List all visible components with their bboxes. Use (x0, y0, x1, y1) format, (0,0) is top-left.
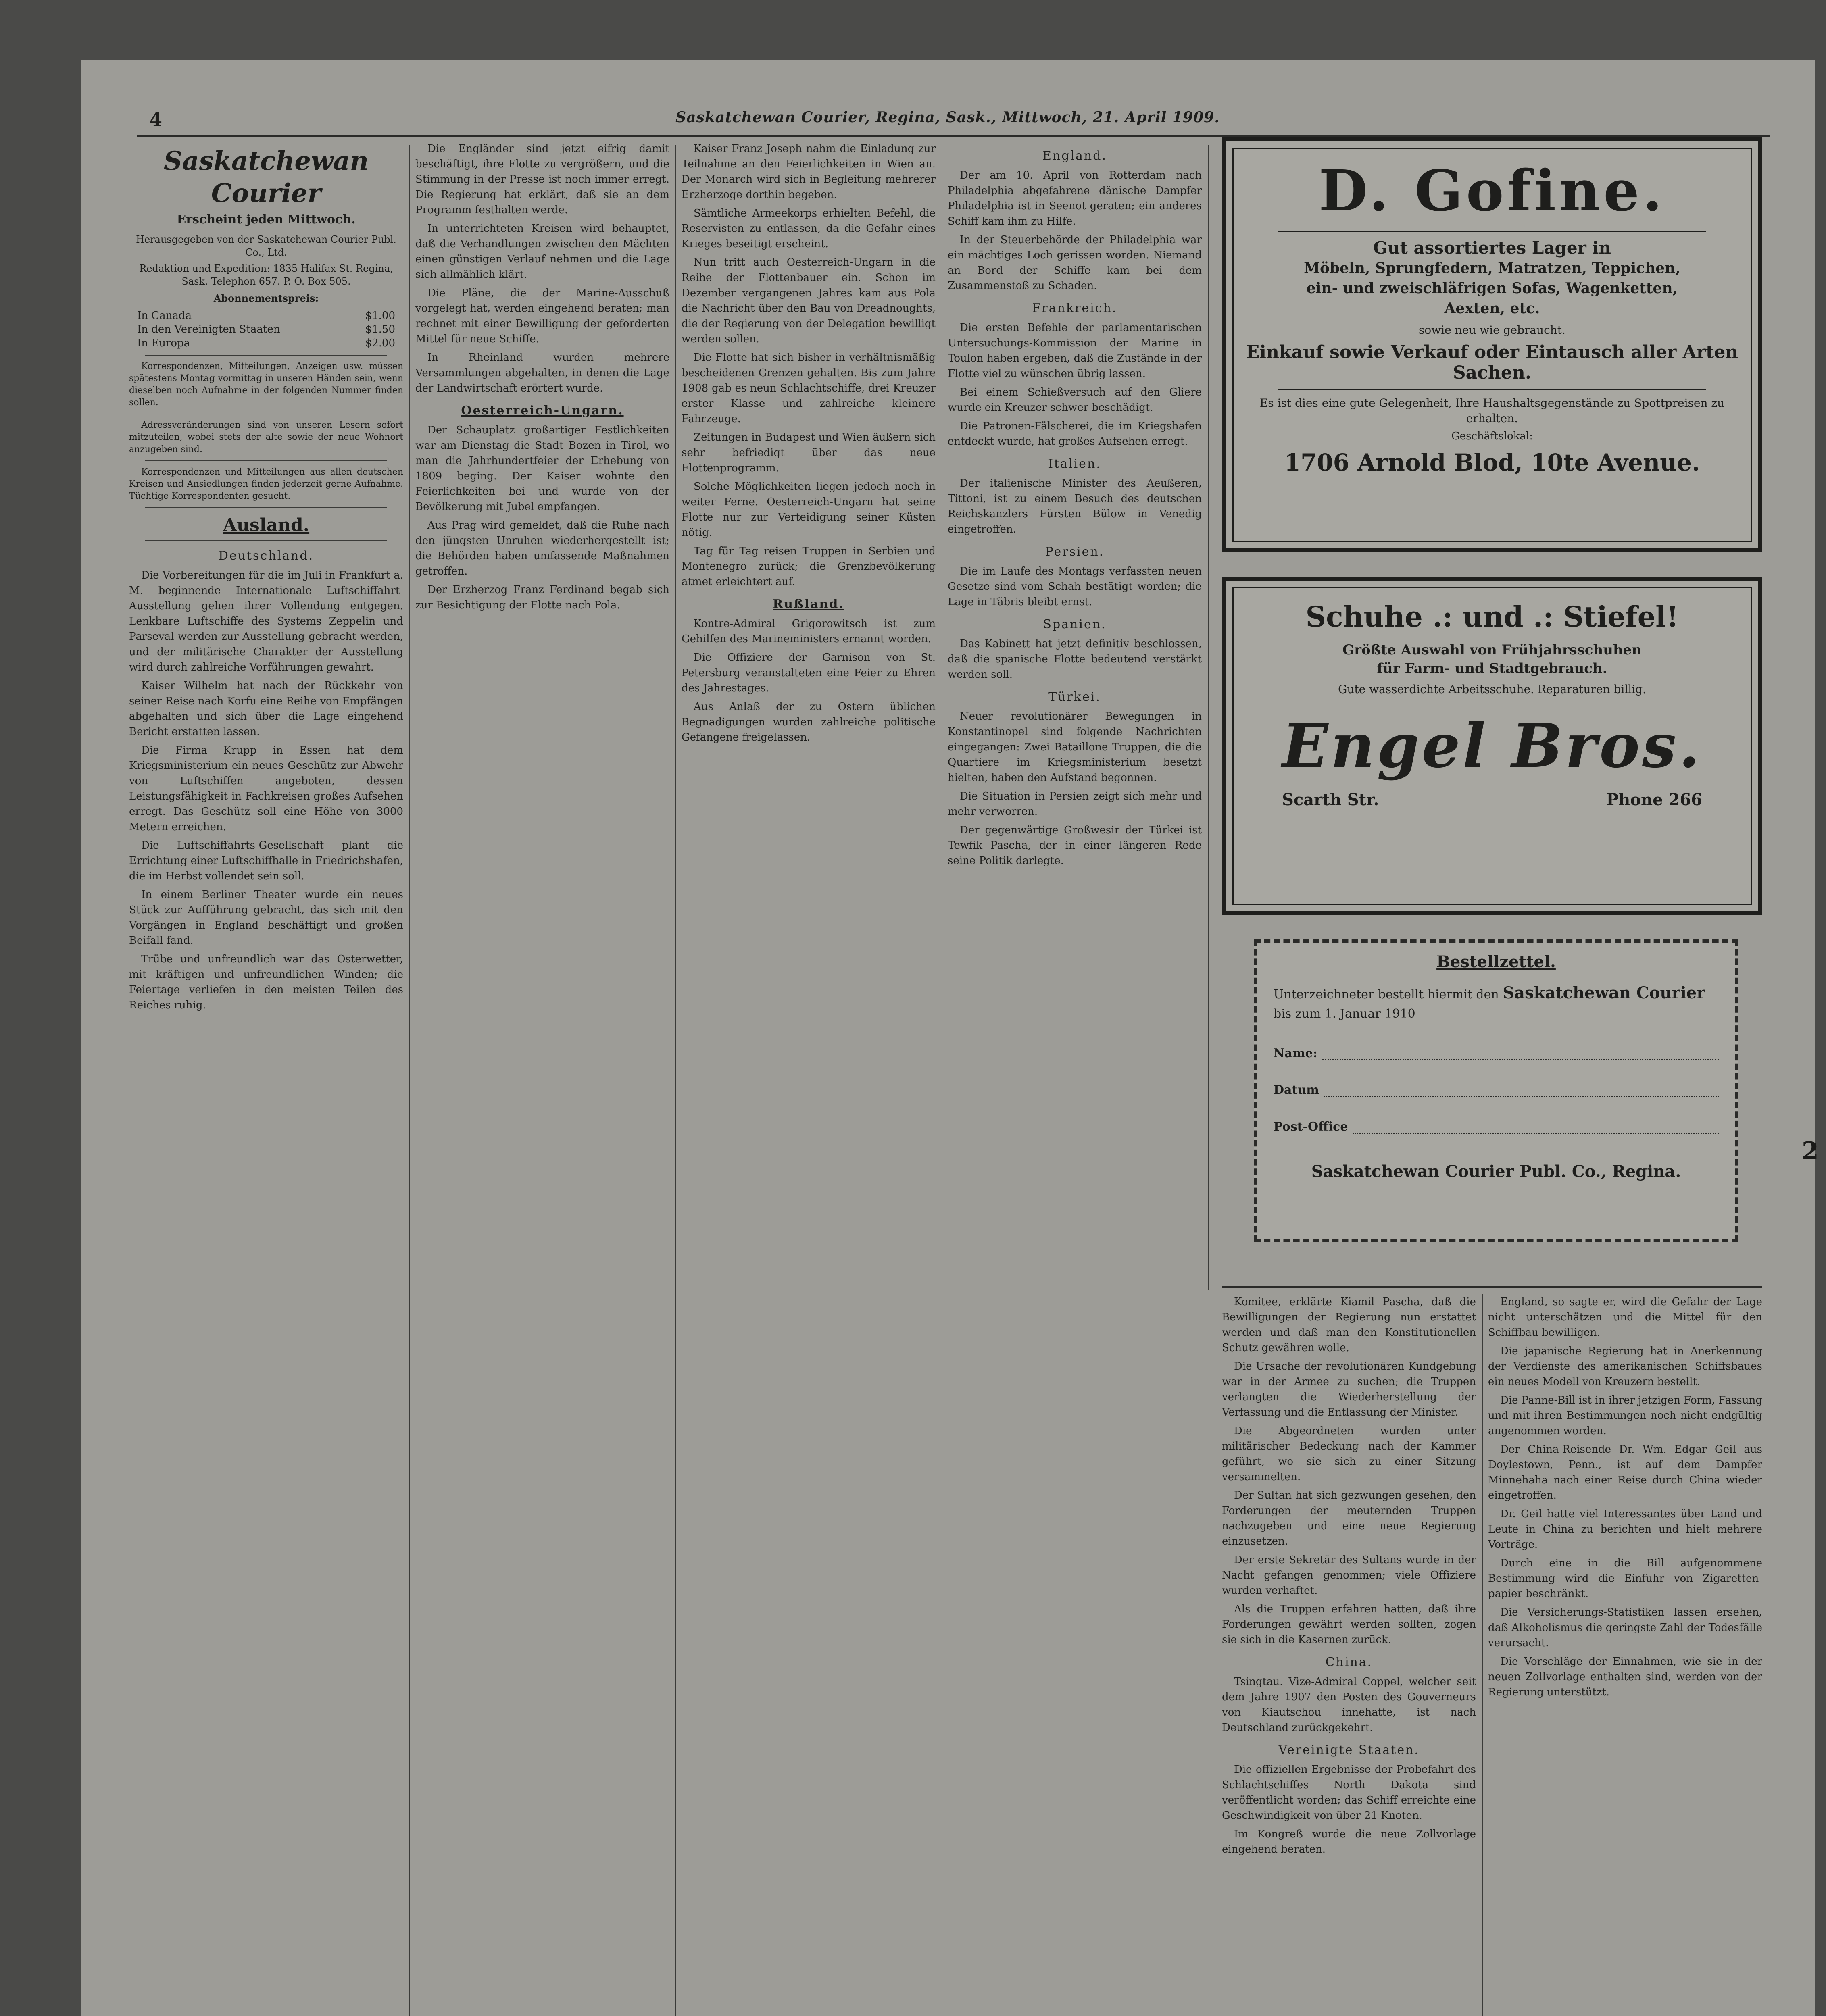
article-paragraph: Die Firma Krupp in Essen hat dem Kriegsministerium ein neues Geschütz zur Abwehr von Luftschiffen angeboten, dessen Leistungsfähigkeit in Fachkreisen großes Aufsehen erregt. Das Geschütz soll eine Höhe von 3000 Metern erreichen. (129, 744, 403, 833)
article-paragraph: In Rheinland wurden mehrere Versammlungen abgehalten, in denen die Lage der Landwirtschaft erörtert wurde. (415, 352, 669, 394)
sub-title: England. (1042, 149, 1107, 163)
article-paragraph: Zeitungen in Budapest und Wien äußern sich sehr befriedigt über das neue Flottenprogramm. (682, 431, 936, 474)
article-paragraph: Trübe und unfreundlich war das Osterwetter, mit kräftigen und unfreundlichen Winden; die Feiertage verliefen in den meisten Teilen des Reiches ruhig. (129, 953, 403, 1011)
article-paragraph: Tag für Tag reisen Truppen in Serbien und Montenegro zurück; die Grenzbevölkerung atmet erleichtert auf. (682, 545, 936, 588)
ad-brand: Engel Bros. (1282, 710, 1702, 781)
sub-title: Italien. (1048, 457, 1101, 471)
article-paragraph: Die Engländer sind jetzt eifrig damit beschäftigt, ihre Flotte zu vergrößern, und die Stimmung in der Presse ist noch immer erregt. Die Regierung hat erklärt, daß sie an dem Programm festhalten werde. (415, 143, 669, 216)
newspaper-page (81, 60, 1815, 2016)
article-paragraph: Im Kongreß wurde die neue Zollvorlage eingehend beraten. (1222, 1828, 1476, 1856)
ad-location-label: Geschäftslokal: (1451, 430, 1533, 442)
ad-line: ein- und zweischläfrigen Sofas, Wagenketten, (1306, 280, 1678, 297)
ad-line: Möbeln, Sprungfedern, Matratzen, Teppichen, (1304, 260, 1680, 277)
order-form-post-office-field[interactable]: Post-Office (1274, 1120, 1719, 1134)
order-form-line: bis zum 1. Januar 1910 (1274, 1007, 1415, 1021)
article-paragraph: Dr. Geil hatte viel Interessantes über Land und Leute in China zu berichten und hielt mehrere Vorträge. (1488, 1508, 1762, 1551)
article-paragraph: Der erste Sekretär des Sultans wurde in der Nacht gefangen genommen; viele Offiziere wurden verhaftet. (1222, 1554, 1476, 1597)
order-form-date-field[interactable]: Datum (1274, 1083, 1719, 1097)
article-paragraph: In unterrichteten Kreisen wird behauptet, daß die Verhandlungen zwischen den Mächten einen günstigen Verlauf nehmen und die Lage sich allmählich klärt. (415, 223, 669, 281)
order-form-signature: Saskatchewan Courier Publ. Co., Regina. (1311, 1162, 1681, 1181)
divider (145, 540, 387, 541)
divider (145, 460, 387, 461)
page-number: 4 (149, 109, 163, 131)
article-paragraph: Die Abgeordneten wurden unter militärischer Bedeckung nach der Kammer geführt, wo sie sich zu einer Sitzung versammelten. (1222, 1425, 1476, 1483)
article-paragraph: Die Panne-Bill ist in ihrer jetzigen Form, Fassung und mit ihren Bestimmungen noch nicht endgültig angenommen worden. (1488, 1394, 1762, 1437)
article-paragraph: Neuer revolutionärer Bewegungen in Konstantinopel sind folgende Nachrichten eingegangen: Zwei Bataillone Truppen, die die Quartiere im Kriegsministerium besetzt hielten, haben den Aufstand begonnen. (948, 710, 1202, 784)
ad-lead: Einkauf sowie Verkauf oder Eintausch aller Arten Sachen. (1246, 342, 1738, 383)
ad-phone: Phone 266 (1606, 790, 1702, 809)
sub-title: Türkei. (1048, 690, 1101, 704)
article-paragraph: Die Situation in Persien zeigt sich mehr und mehr verworren. (948, 790, 1202, 818)
sub-title: Persien. (1045, 545, 1105, 559)
ad-small-text: Es ist dies eine gute Gelegenheit, Ihre Haushaltsgegenstände zu Spottpreisen zu erhalten. (1259, 396, 1725, 425)
divider (1278, 231, 1706, 232)
ad-line: für Farm- und Stadtgebrauch. (1377, 660, 1607, 677)
order-form-text (1274, 983, 1719, 1024)
article-paragraph: Der italienische Minister des Aeußeren, Tittoni, ist zu einem Besuch des deutschen Reichskanzlers Fürsten Bülow in Venedig eingetroffen. (948, 477, 1202, 535)
rate-row: In Europa $2.00 (137, 337, 395, 349)
ad-inner (1232, 148, 1752, 542)
rates-title: Abonnementspreis: (213, 292, 319, 304)
article-paragraph: Der am 10. April von Rotterdam nach Philadelphia abgefahrene dänische Dampfer Philadelphia ist in Seenot geraten; ein anderes Schiff kam ihm zu Hilfe. (948, 169, 1202, 227)
article-paragraph: Der Schauplatz großartiger Festlichkeiten war am Dienstag die Stadt Bozen in Tirol, wo man die Jahrhundertfeier der Erhebung von 1809 beging. Der Kaiser wohnte den Feierlichkeiten bei und wurde von der Bevölkerung mit Jubel empfangen. (415, 424, 669, 513)
sub-title: Oesterreich-Ungarn. (461, 404, 624, 418)
article-paragraph: Kaiser Wilhelm hat nach der Rückkehr von seiner Reise nach Korfu eine Reihe von Empfängen abgehalten und sich über die Lage eingehend Bericht erstatten lassen. (129, 680, 403, 738)
rate-row: In Canada $1.00 (137, 310, 395, 322)
order-form-title: Bestellzettel. (1436, 952, 1556, 971)
ad-line: Aexten, etc. (1444, 300, 1540, 317)
sub-title: Frankreich. (1032, 301, 1117, 315)
article-paragraph: Die Flotte hat sich bisher in verhältnismäßig bescheidenen Grenzen gehalten. Bis zum Jahre 1908 gab es neun Schlachtschiffe, drei Kreuzer erster Klasse und zahlreiche kleinere Fahrzeuge. (682, 352, 936, 425)
ad-street: Scarth Str. (1282, 790, 1379, 809)
divider (1278, 389, 1706, 390)
masthead-subtitle: Erscheint jeden Mittwoch. (177, 212, 356, 227)
ad-line: sowie neu wie gebraucht. (1419, 323, 1565, 337)
column-5-lower (1222, 1294, 1476, 2016)
column-2 (415, 141, 669, 2016)
column-3 (682, 141, 936, 2016)
article-paragraph: Die im Laufe des Montags verfassten neuen Gesetze sind vom Schah bestätigt worden; die Lage in Täbris bleibt ernst. (948, 565, 1202, 608)
article-paragraph: Die Luftschiffahrts-Gesellschaft plant die Errichtung einer Luftschiffhalle in Friedrichshafen, die im Herbst vollendet sein soll. (129, 839, 403, 882)
sub-title: Vereinigte Staaten. (1278, 1743, 1420, 1757)
article-paragraph: Die Patronen-Fälscherei, die im Kriegshafen entdeckt wurde, hat großes Aufsehen erregt. (948, 420, 1202, 448)
article-paragraph: Bei einem Schießversuch auf den Gliere wurde ein Kreuzer schwer beschädigt. (948, 386, 1202, 414)
article-paragraph: Der Erzherzog Franz Ferdinand begab sich zur Besichtigung der Flotte nach Pola. (415, 584, 669, 611)
rates-table (137, 309, 395, 350)
page-header (81, 60, 1815, 141)
column-separator (1482, 1294, 1483, 2016)
article-paragraph: Kontre-Admiral Grigorowitsch ist zum Gehilfen des Marineministers ernannt worden. (682, 618, 936, 645)
article-paragraph: Die Ursache der revolutionären Kundgebung war in der Armee zu suchen; die Truppen verlangten die Wiederherstellung der Verfassung und die Entlassung der Minister. (1222, 1360, 1476, 1418)
article-paragraph: Die Vorbereitungen für die im Juli in Frankfurt a. M. beginnende Internationale Luftschiffahrt-Ausstellung gehen ihrer Vollendung entgegen. Lenkbare Luftschiffe des Systems Zeppelin und Parseval werden zur Ausstellung gebracht werden, und der militärische Charakter der Ausstellung wird durch zahlreiche Vorführungen gewahrt. (129, 569, 403, 673)
notice: Korrespondenzen und Mitteilungen aus allen deutschen Kreisen und Ansiedlungen finden jederzeit gerne Aufnahme. Tüchtige Korrespondenten gesucht. (129, 467, 403, 501)
article-paragraph: Aus Anlaß der zu Ostern üblichen Begnadigungen wurden zahlreiche politische Gefangene freigelassen. (682, 701, 936, 744)
article-paragraph: In der Steuerbehörde der Philadelphia war ein mächtiges Loch gerissen worden. Niemand an Bord der Schiffe kam bei dem Zusammenstoß zu Schaden. (948, 234, 1202, 292)
margin-number: 2 (1802, 1137, 1819, 1165)
order-form-line: Unterzeichneter bestellt hiermit den (1274, 987, 1499, 1002)
ad-address: 1706 Arnold Blod, 10te Avenue. (1284, 449, 1700, 476)
notice: Adressveränderungen sind von unseren Lesern sofort mitzuteilen, wobei stets der alte sowie der neue Wohnort anzugeben sind. (129, 420, 403, 454)
order-form (1254, 939, 1738, 1242)
ad-bottom-rule (1222, 1286, 1762, 1288)
ad-line: Größte Auswahl von Frühjahrsschuhen (1342, 642, 1642, 658)
ad-inner (1232, 587, 1752, 905)
article-paragraph: Die Offiziere der Garnison von St. Petersburg veranstalteten eine Feier zu Ehren des Jahrestages. (682, 652, 936, 694)
ad-store-name: D. Gofine. (1319, 158, 1665, 224)
article-paragraph: Tsingtau. Vize-Admiral Coppel, welcher seit dem Jahre 1907 den Posten des Gouverneurs von Kiautschou innehatte, ist nach Deutschland zurückgekehrt. (1222, 1676, 1476, 1734)
column-separator (409, 145, 410, 2016)
article-paragraph: Der Sultan hat sich gezwungen gesehen, den Forderungen der meuternden Truppen nachzugeben und eine neue Regierung einzusetzen. (1222, 1489, 1476, 1547)
sub-title: Spanien. (1043, 617, 1107, 631)
notice: Korrespondenzen, Mitteilungen, Anzeigen usw. müssen spätestens Montag vormittag in unseren Händen sein, wenn dieselben noch Aufnahme in der folgenden Nummer finden sollen. (129, 361, 403, 408)
article-paragraph: Als die Truppen erfahren hatten, daß ihre Forderungen gewährt werden sollten, zogen sie sich in die Kasernen zurück. (1222, 1603, 1476, 1646)
article-paragraph: Der gegenwärtige Großwesir der Türkei ist Tewfik Pascha, der in einer längeren Rede seine Politik darlegte. (948, 824, 1202, 867)
sub-title: China. (1325, 1655, 1373, 1669)
engel-bros-advertisement (1222, 577, 1762, 915)
article-paragraph: Die ersten Befehle der parlamentarischen Untersuchungs-Kommission der Marine in Toulon haben ergeben, daß die Zustände in der Flotte viel zu wünschen übrig lassen. (948, 322, 1202, 380)
column-separator (1208, 145, 1209, 1290)
article-paragraph: Die Vorschläge der Einnahmen, wie sie in der neuen Zollvorlage enthalten sind, werden von der Regierung unterstützt. (1488, 1656, 1762, 1698)
article-paragraph: Die Pläne, die der Marine-Ausschuß vorgelegt hat, werden eingehend beraten; man rechnet mit einer Bewilligung der geforderten Mittel für neue Schiffe. (415, 287, 669, 345)
article-paragraph: Komitee, erklärte Kiamil Pascha, daß die Bewilligungen der Regierung nun erstattet werden und daß man den Konstitutionellen Schutz gewähren wolle. (1222, 1296, 1476, 1354)
rate-row: In den Vereinigten Staaten $1.50 (137, 323, 395, 335)
order-form-name-field[interactable]: Name: (1274, 1046, 1719, 1060)
section-title: Ausland. (223, 515, 310, 535)
masthead-title: Saskatchewan Courier (163, 146, 369, 208)
article-paragraph: Das Kabinett hat jetzt definitiv beschlossen, daß die spanische Flotte bedeutend verstärkt werden soll. (948, 638, 1202, 681)
ad-line: Gut assortiertes Lager in (1373, 238, 1611, 258)
column-separator (675, 145, 676, 2016)
divider (145, 355, 387, 356)
gofine-advertisement (1222, 137, 1762, 552)
office-line: Redaktion und Expedition: 1835 Halifax St. Regina, Sask. Telephon 657. P. O. Box 505. (139, 263, 393, 287)
article-paragraph: Kaiser Franz Joseph nahm die Einladung zur Teilnahme an den Feierlichkeiten in Wien an. Der Monarch wird sich in Begleitung mehrerer Erzherzoge dorthin begeben. (682, 143, 936, 201)
column-6-lower (1488, 1294, 1762, 2016)
ad-small-text: Gute wasserdichte Arbeitsschuhe. Reparaturen billig. (1338, 683, 1647, 696)
article-paragraph: Die japanische Regierung hat in Anerkennung der Verdienste des amerikanischen Schiffsbaues ein neues Modell von Kreuzern bestellt. (1488, 1345, 1762, 1388)
article-paragraph: Die Versicherungs-Statistiken lassen ersehen, daß Alkoholismus die geringste Zahl der Todesfälle verursacht. (1488, 1606, 1762, 1649)
divider (145, 507, 387, 508)
article-paragraph: Sämtliche Armeekorps erhielten Befehl, die Reservisten zu entlassen, da die Gefahr eines Krieges beseitigt erscheint. (682, 207, 936, 250)
ad-footer (1282, 790, 1702, 809)
article-paragraph: In einem Berliner Theater wurde ein neues Stück zur Aufführung gebracht, das sich mit den Vorgängen in England beschäftigt und großen Beifall fand. (129, 889, 403, 947)
order-form-publication: Saskatchewan Courier (1503, 983, 1705, 1002)
ad-headline: Schuhe .: und .: Stiefel! (1305, 600, 1679, 633)
publisher-line: Herausgegeben von der Saskatchewan Courier Publ. Co., Ltd. (136, 234, 396, 258)
article-paragraph: Der China-Reisende Dr. Wm. Edgar Geil aus Doylestown, Penn., ist auf dem Dampfer Minnehaha nach einer Reise durch China wieder eingetroffen. (1488, 1443, 1762, 1502)
article-paragraph: England, so sagte er, wird die Gefahr der Lage nicht unterschätzen und die Mittel für den Schiffbau bewilligen. (1488, 1296, 1762, 1339)
article-paragraph: Die offiziellen Ergebnisse der Probefahrt des Schlachtschiffes North Dakota sind veröffentlicht worden; das Schiff erreichte eine Geschwindigkeit von über 21 Knoten. (1222, 1764, 1476, 1822)
sub-title: Rußland. (773, 597, 844, 611)
sub-title: Deutschland. (218, 549, 314, 563)
article-paragraph: Solche Möglichkeiten liegen jedoch noch in weiter Ferne. Oesterreich-Ungarn hat seine Flotte nur zur Verteidigung seiner Küsten nötig. (682, 481, 936, 539)
running-head: Saskatchewan Courier, Regina, Sask., Mittwoch, 21. April 1909. (675, 109, 1220, 126)
article-paragraph: Durch eine in die Bill aufgenommene Bestimmung wird die Einfuhr von Zigaretten-papier beschränkt. (1488, 1557, 1762, 1600)
column-4 (948, 141, 1202, 2016)
article-paragraph: Aus Prag wird gemeldet, daß die Ruhe nach den jüngsten Unruhen wiederhergestellt ist; die Behörden haben umfassende Maßnahmen getroffen. (415, 519, 669, 577)
article-paragraph: Nun tritt auch Oesterreich-Ungarn in die Reihe der Flottenbauer ein. Schon im Dezember vergangenen Jahres kam aus Pola die Nachricht über den Bau von Dreadnoughts, die der Regierung von der Delegation bewilligt werden sollen. (682, 256, 936, 345)
column-1 (129, 141, 403, 2016)
